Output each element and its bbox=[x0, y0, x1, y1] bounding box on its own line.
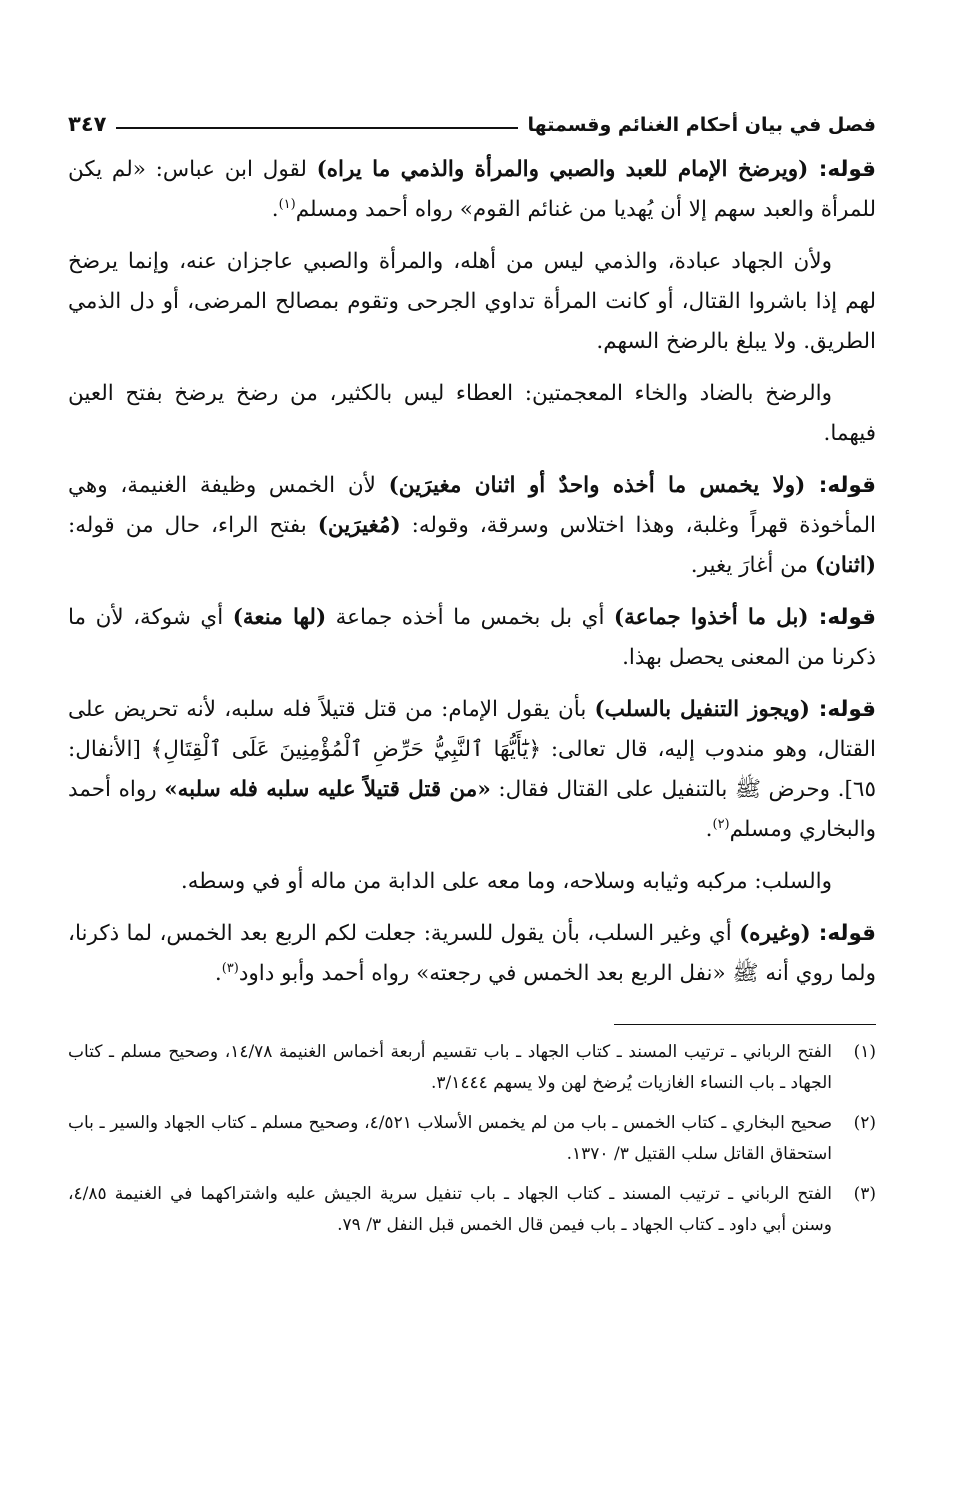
quoted-text: (مُغيرَين) bbox=[317, 513, 401, 538]
footnotes-section bbox=[68, 1037, 876, 1241]
paragraph-text: بفتح الراء، حال من قوله: bbox=[68, 513, 318, 538]
footnote-reference: (٣) bbox=[221, 960, 239, 976]
footnote-separator bbox=[614, 1024, 876, 1025]
quoted-text: (ويجوز التنفيل بالسلب) bbox=[594, 697, 819, 722]
running-header bbox=[68, 92, 876, 136]
paragraph-text: أي بل بخمس ما أخذه جماعة bbox=[326, 605, 614, 630]
paragraph-text: لأن الخمس وظيفة الغنيمة، وهي المأخوذة قهراً وغلبة، وهذا اختلاس وسرقة، وقوله: bbox=[68, 473, 877, 538]
paragraph-text: أي وغير السلب، بأن يقول للسرية: جعلت لكم الربع بعد الخمس، لما ذكرنا، ولما روي أنه ﷺ «نفل الربع بعد الخمس في رجعته» رواه أحمد وأبو داود bbox=[68, 921, 876, 986]
footnote-number: (١) bbox=[853, 1042, 876, 1062]
quoted-text: (بل ما أخذوا جماعة) bbox=[613, 605, 819, 630]
paragraph bbox=[68, 914, 876, 994]
paragraph bbox=[68, 862, 876, 902]
main-text bbox=[68, 150, 876, 994]
paragraph-tail: . bbox=[271, 197, 279, 222]
paragraph-tail: . bbox=[214, 961, 222, 986]
paragraph-tail: . bbox=[705, 817, 713, 842]
paragraph-text: من أغارَ يغير. bbox=[690, 553, 815, 578]
quoted-text: (لها منعة) bbox=[232, 605, 327, 630]
footnote-item bbox=[68, 1179, 876, 1241]
footnote-number: (٢) bbox=[853, 1113, 876, 1133]
footnote-reference: (٢) bbox=[712, 816, 730, 832]
paragraph-text: لقول ابن عباس: «لم يكن للمرأة والعبد سهم إلا أن يُهديا من غنائم القوم» رواه أحمد ومسلم bbox=[68, 157, 876, 222]
paragraph bbox=[68, 150, 876, 230]
paragraph-text: رواه أحمد والبخاري ومسلم bbox=[68, 777, 876, 842]
quoted-text: (ويرضخ الإمام للعبد والصبي والمرأة والذمي ما يراه) bbox=[316, 157, 819, 182]
paragraph bbox=[68, 466, 876, 586]
footnote-text: الفتح الرباني ـ ترتيب المسند ـ كتاب الجهاد ـ باب تنفيل سرية الجيش عليه واشتراكهما في الغنيمة ٤/٨٥، وسنن أبي داود ـ كتاب الجهاد ـ باب فيمن قال الخمس قبل النفل ٣/ ٧٩. bbox=[68, 1184, 832, 1235]
footnote-reference: (١) bbox=[278, 196, 296, 212]
paragraph bbox=[68, 242, 876, 362]
paragraph-lead: قوله: bbox=[818, 157, 876, 182]
footnote-text: صحيح البخاري ـ كتاب الخمس ـ باب من لم يخمس الأسلاب ٤/٥٢١، وصحيح مسلم ـ كتاب الجهاد والسير ـ باب استحقاق القاتل سلب القتيل ٣/ ١٣٧٠. bbox=[68, 1113, 833, 1164]
footnote-item bbox=[68, 1108, 876, 1170]
paragraph bbox=[68, 690, 876, 850]
paragraph bbox=[68, 598, 876, 678]
paragraph-text: ولأن الجهاد عبادة، والذمي ليس من أهله، والمرأة والصبي عاجزان عنه، وإنما يرضخ لهم إذا باشروا القتال، أو كانت المرأة تداوي الجرحى وتقوم بمصالح المرضى، أو دل الذمي الطريق. ولا يبلغ بالرضخ السهم. bbox=[68, 249, 876, 354]
page-number: ٣٤٧ bbox=[68, 112, 107, 136]
paragraph bbox=[68, 374, 876, 454]
paragraph-lead: قوله: bbox=[818, 697, 876, 722]
paragraph-text: أي شوكة، لأن ما ذكرنا من المعنى يحصل بهذا. bbox=[68, 605, 876, 670]
paragraph-text: والسلب: مركبه وثيابه وسلاحه، وما معه على الدابة من ماله أو في وسطه. bbox=[180, 869, 832, 894]
paragraph-lead: قوله: bbox=[818, 921, 877, 946]
quoted-text: (ولا يخمس ما أخذه واحدٌ أو اثنان مغيرَين) bbox=[388, 473, 819, 498]
quoted-text: (وغيره) bbox=[739, 921, 819, 946]
quoted-text: «من قتل قتيلاً عليه سلبه فله سلبه» bbox=[164, 777, 491, 802]
quoted-text: (اثنان) bbox=[814, 553, 876, 578]
paragraph-lead: قوله: bbox=[818, 473, 876, 498]
paragraph-text: والرضخ بالضاد والخاء المعجمتين: العطاء ليس بالكثير، من رضخ يرضخ بفتح العين فيهما. bbox=[68, 381, 876, 446]
book-page bbox=[68, 92, 876, 1452]
footnote-number: (٣) bbox=[853, 1184, 876, 1204]
footnote-text: الفتح الرباني ـ ترتيب المسند ـ كتاب الجهاد ـ باب تقسيم أربعة أخماس الغنيمة ١٤/٧٨، وصحيح مسلم ـ كتاب الجهاد ـ باب النساء الغازيات يُرضخ لهن ولا يسهم ٣/١٤٤٤. bbox=[68, 1042, 832, 1093]
paragraph-text: بأن يقول الإمام: من قتل قتيلاً فله سلبه، لأنه تحريض على القتال، وهو مندوب إليه، قال تعالى: ﴿يَٰٓأَيُّهَا ٱلنَّبِيُّ حَرِّضِ ٱلْمُؤْمِنِينَ عَلَى ٱلْقِتَالِ﴾ [الأنفال: ٦٥]. وحرض ﷺ بالتنفيل على القتال فقال: bbox=[68, 697, 876, 802]
header-rule bbox=[116, 127, 517, 129]
paragraph-lead: قوله: bbox=[818, 605, 877, 630]
footnote-item bbox=[68, 1037, 876, 1099]
chapter-title: فصل في بيان أحكام الغنائم وقسمتها bbox=[527, 114, 876, 136]
